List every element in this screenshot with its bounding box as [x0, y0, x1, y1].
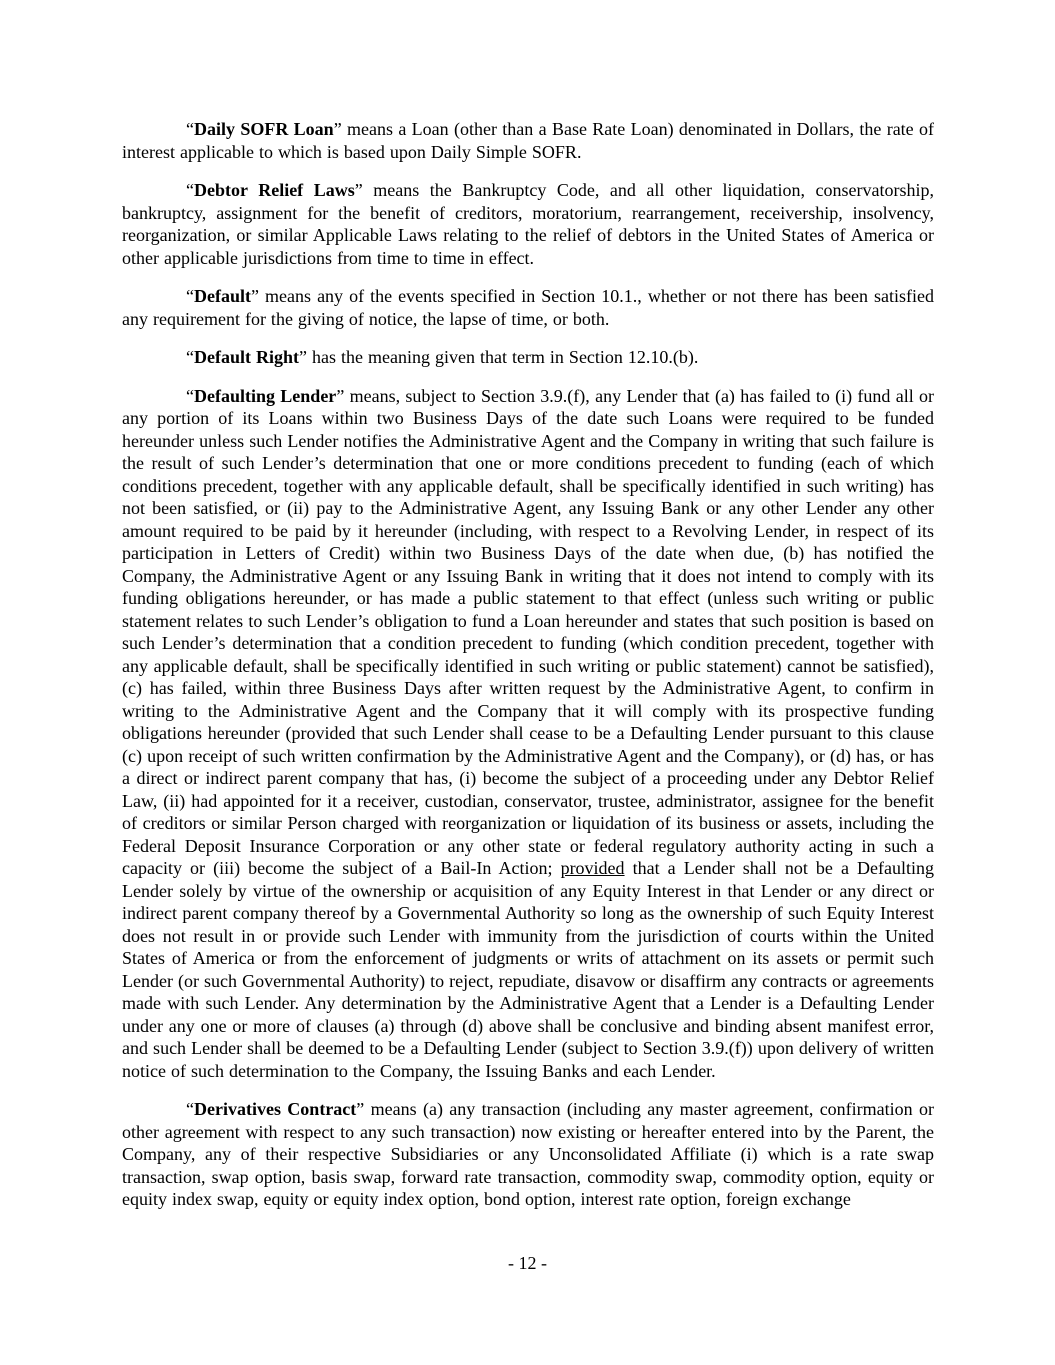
definition-paragraph-debtor-relief-laws — [122, 179, 934, 269]
open-quote: “ — [186, 286, 194, 306]
definition-paragraph-derivatives-contract — [122, 1098, 934, 1211]
close-quote: ” — [356, 1099, 365, 1119]
defined-term: Defaulting Lender — [194, 385, 337, 406]
defined-term: Debtor Relief Laws — [194, 180, 355, 200]
definition-text: means a Loan (other than a Base Rate Loan) denominated in Dollars, the rate of interest applicable to which is based upon Daily Simple SOFR. — [122, 119, 934, 162]
definition-paragraph-default — [122, 285, 934, 330]
close-quote: ” — [336, 385, 345, 406]
open-quote: “ — [186, 119, 194, 139]
definition-text: means the Bankruptcy Code, and all other liquidation, conservatorship, bankruptcy, assignment for the benefit of creditors, moratorium, rearrangement, receivership, insolvency, reorganization, or similar Applicable Laws relating to the relief of debtors in the United States of America or other applicable jurisdictions from time to time in effect. — [122, 180, 934, 268]
close-quote: ” — [354, 180, 363, 200]
open-quote: “ — [186, 1099, 194, 1119]
definition-paragraph-daily-sofr-loan — [122, 118, 934, 163]
definition-text: has the meaning given that term in Section 12.10.(b). — [307, 347, 699, 367]
defined-term: Default — [194, 286, 251, 306]
open-quote: “ — [186, 347, 194, 367]
defined-term: Default Right — [194, 347, 299, 367]
underlined-proviso: provided — [560, 858, 625, 878]
definition-paragraph-default-right — [122, 346, 934, 369]
close-quote: ” — [333, 119, 342, 139]
page-number-footer: - 12 - — [508, 1253, 547, 1273]
definition-text: means, subject to Section 3.9.(f), any Lender that (a) has failed to (i) fund all or any portion of its Loans within two Business Days of the date such Loans were required to be funded hereunder unless such Lender notifies the Administrative Agent and the Company in writing that such failure is the result of such Lender’s determination that one or more conditions precedent to funding (each of which conditions precedent, together with any applicable default, shall be specifically identified in such writing) has not been satisfied, or (ii) pay to the Administrative Agent, any Issuing Bank or any other Lender any other amount required to be paid by it hereunder (including, with respect to a Revolving Lender, in respect of its participation in Letters of Credit) within two Business Days of the date when due, (b) has notified the Company, the Administrative Agent or any Issuing Bank in writing that it does not intend to comply with its funding obligations hereunder, or has made a public statement to that effect (unless such writing or public statement relates to such Lender’s obligation to fund a Loan hereunder and states that such position is based on such Lender’s determination that a condition precedent to funding (which condition precedent, together with any applicable default, shall be specifically identified in such writing or public statement) cannot be satisfied), (c) has failed, within three Business Days after written request by the Administrative Agent, to confirm in writing to the Administrative Agent and the Company that it will comply with its prospective funding obligations hereunder (provided that such Lender shall cease to be a Defaulting Lender pursuant to this clause (c) upon receipt of such written confirmation by the Administrative Agent and the Company), or (d) has, or has a direct or indirect parent company that has, (i) become the subject of a proceeding under any Debtor Relief Law, (ii) had appointed for it a receiver, custodian, conservator, trustee, administrator, assignee for the benefit of creditors or similar Person charged with reorganization or liquidation of its business or assets, including the Federal Deposit Insurance Corporation or any other state or federal regulatory authority acting in such a capacity or (iii) become the subject of a Bail-In Action; — [122, 385, 935, 878]
definition-text-continued: that a Lender shall not be a Defaulting Lender solely by virtue of the ownership or acquisition of any Equity Interest in that Lender or any direct or indirect parent company thereof by a Governmental Authority so long as the ownership of such Equity Interest does not result in or provide such Lender with immunity from the jurisdiction of courts within the United States of America or from the enforcement of judgments or writs of attachment on its assets or permit such Lender (or such Governmental Authority) to reject, repudiate, disavow or disaffirm any contracts or agreements made with such Lender. Any determination by the Administrative Agent that a Lender is a Defaulting Lender under any one or more of clauses (a) through (d) above shall be conclusive and binding absent manifest error, and such Lender shall be deemed to be a Defaulting Lender (subject to Section 3.9.(f)) upon delivery of written notice of such determination to the Company, the Issuing Banks and each Lender. — [122, 858, 935, 1081]
definition-paragraph-defaulting-lender — [122, 385, 934, 1083]
open-quote: “ — [186, 180, 194, 200]
definition-text: means any of the events specified in Section 10.1., whether or not there has been satisfied any requirement for the giving of notice, the lapse of time, or both. — [122, 286, 934, 329]
document-body — [122, 118, 934, 1227]
definition-text: means (a) any transaction (including any master agreement, confirmation or other agreement with respect to any such transaction) now existing or hereafter entered into by the Parent, the Company, any of their respective Subsidiaries or any Unconsolidated Affiliate (i) which is a rate swap transaction, swap option, basis swap, forward rate transaction, commodity swap, commodity option, equity or equity index swap, equity or equity index option, bond option, interest rate option, foreign exchange — [122, 1099, 934, 1209]
defined-term: Daily SOFR Loan — [194, 119, 334, 139]
open-quote: “ — [186, 385, 194, 406]
close-quote: ” — [299, 347, 307, 367]
defined-term: Derivatives Contract — [194, 1099, 357, 1119]
close-quote: ” — [251, 286, 259, 306]
